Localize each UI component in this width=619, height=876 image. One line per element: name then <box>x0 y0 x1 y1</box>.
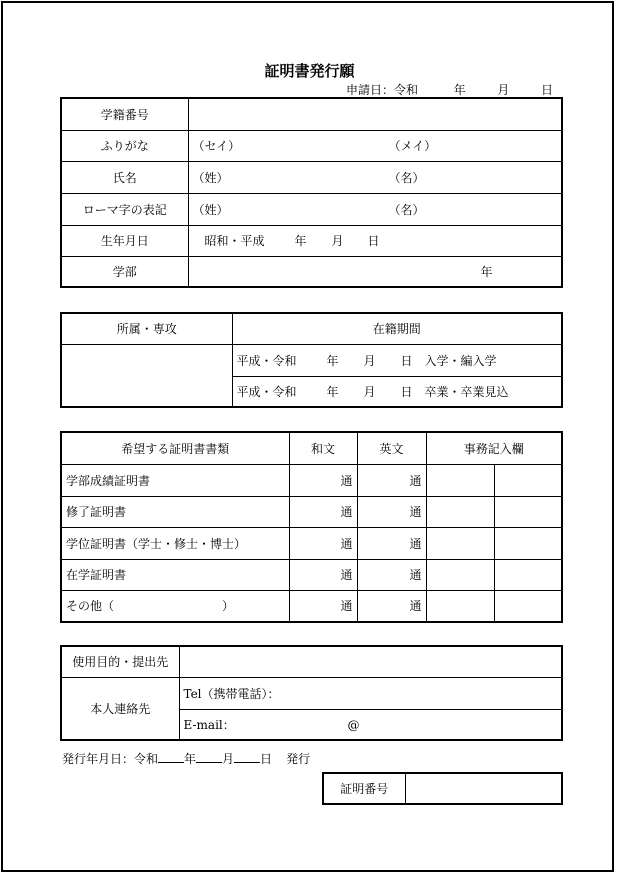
birth-day: 日 <box>367 234 380 248</box>
office-cell <box>494 464 562 496</box>
table-row <box>61 527 562 559</box>
roman-field[interactable] <box>188 193 562 225</box>
certificate-number-field[interactable] <box>405 773 562 804</box>
admission-status: 入学・編入学 <box>424 353 497 368</box>
issue-year: 年 <box>184 752 197 766</box>
graduation-day: 日 <box>400 384 413 399</box>
roman-mei: （名） <box>388 202 425 217</box>
roman-label: ローマ字の表記 <box>61 193 188 225</box>
office-cell <box>426 590 494 622</box>
birth-month: 月 <box>331 234 344 248</box>
office-cell <box>426 464 494 496</box>
office-cell <box>426 527 494 559</box>
admission-day: 日 <box>400 353 413 368</box>
graduation-status: 卒業・卒業見込 <box>424 384 509 399</box>
email-field[interactable] <box>179 709 562 740</box>
graduation-month: 月 <box>363 384 376 399</box>
certificate-number-table <box>322 772 563 805</box>
certificate-name: その他（ ） <box>61 590 289 622</box>
header-japanese: 和文 <box>289 432 357 464</box>
furigana-mei: （メイ） <box>388 139 437 153</box>
name-sei: （姓） <box>192 170 229 185</box>
issue-date-label: 発行年月日：令和 <box>62 752 159 766</box>
admission-year: 年 <box>326 353 339 368</box>
table-row <box>61 559 562 590</box>
graduation-era: 平成・令和 <box>236 384 297 399</box>
furigana-field[interactable] <box>188 130 562 161</box>
email-at: @ <box>347 717 360 732</box>
certificate-name: 修了証明書 <box>61 496 289 527</box>
japanese-count[interactable]: 通 <box>289 496 357 527</box>
office-cell <box>426 559 494 590</box>
english-count[interactable]: 通 <box>357 496 426 527</box>
japanese-count[interactable]: 通 <box>289 559 357 590</box>
affiliation-field[interactable] <box>61 344 232 407</box>
enrollment-row-admission[interactable] <box>232 344 562 376</box>
email-label: E-mail： <box>183 717 235 732</box>
english-count[interactable]: 通 <box>357 464 426 496</box>
contact-label: 本人連絡先 <box>61 677 179 740</box>
issue-suffix: 発行 <box>286 752 311 766</box>
enrollment-table <box>60 312 563 408</box>
birth-era: 昭和・平成 <box>204 234 265 248</box>
name-label: 氏名 <box>61 161 188 193</box>
office-cell <box>494 496 562 527</box>
graduation-year: 年 <box>326 384 339 399</box>
birthdate-label: 生年月日 <box>61 225 188 256</box>
purpose-field[interactable] <box>179 646 562 677</box>
certificate-name: 学位証明書（学士・修士・博士） <box>61 527 289 559</box>
office-cell <box>494 559 562 590</box>
apply-date-label: 申請日：令和 <box>346 83 419 97</box>
birthdate-field[interactable] <box>188 225 562 256</box>
name-field[interactable] <box>188 161 562 193</box>
admission-month: 月 <box>363 353 376 368</box>
english-count[interactable]: 通 <box>357 559 426 590</box>
certificate-number-label: 証明番号 <box>323 773 405 804</box>
header-certificate-type: 希望する証明書書類 <box>61 432 289 464</box>
personal-info-table <box>60 97 563 288</box>
application-date <box>346 81 553 98</box>
tel-label: Tel（携帯電話）： <box>183 686 280 701</box>
faculty-label: 学部 <box>61 256 188 287</box>
issue-month-blank[interactable] <box>196 750 222 763</box>
student-id-field[interactable] <box>188 98 562 130</box>
office-cell <box>426 496 494 527</box>
issue-year-blank[interactable] <box>158 750 184 763</box>
furigana-sei: （セイ） <box>192 139 241 153</box>
apply-date-year: 年 <box>453 83 466 97</box>
apply-date-month: 月 <box>497 83 510 97</box>
office-cell <box>494 527 562 559</box>
table-row <box>61 496 562 527</box>
apply-date-day: 日 <box>541 83 554 97</box>
faculty-field[interactable] <box>188 256 562 287</box>
form-title: 証明書発行願 <box>264 62 355 80</box>
issue-month: 月 <box>222 752 235 766</box>
header-english: 英文 <box>357 432 426 464</box>
english-count[interactable]: 通 <box>357 590 426 622</box>
faculty-year: 年 <box>480 264 493 279</box>
japanese-count[interactable]: 通 <box>289 464 357 496</box>
issue-date-line <box>62 750 310 767</box>
affiliation-label: 所属・専攻 <box>61 313 232 344</box>
admission-era: 平成・令和 <box>236 353 297 368</box>
header-office-use: 事務記入欄 <box>426 432 562 464</box>
issue-day-blank[interactable] <box>234 750 260 763</box>
contact-table <box>60 645 563 741</box>
japanese-count[interactable]: 通 <box>289 590 357 622</box>
english-count[interactable]: 通 <box>357 527 426 559</box>
issue-day: 日 <box>260 752 273 766</box>
birth-year: 年 <box>294 234 307 248</box>
period-label: 在籍期間 <box>232 313 562 344</box>
japanese-count[interactable]: 通 <box>289 527 357 559</box>
table-row <box>61 464 562 496</box>
office-cell <box>494 590 562 622</box>
roman-sei: （姓） <box>192 202 229 217</box>
certificate-name: 学部成績証明書 <box>61 464 289 496</box>
purpose-label: 使用目的・提出先 <box>61 646 179 677</box>
furigana-label: ふりがな <box>61 130 188 161</box>
name-mei: （名） <box>388 170 425 185</box>
tel-field[interactable] <box>179 677 562 709</box>
enrollment-row-graduation[interactable] <box>232 376 562 407</box>
certificate-name: 在学証明書 <box>61 559 289 590</box>
table-row <box>61 590 562 622</box>
student-id-label: 学籍番号 <box>61 98 188 130</box>
certificates-table <box>60 431 563 623</box>
